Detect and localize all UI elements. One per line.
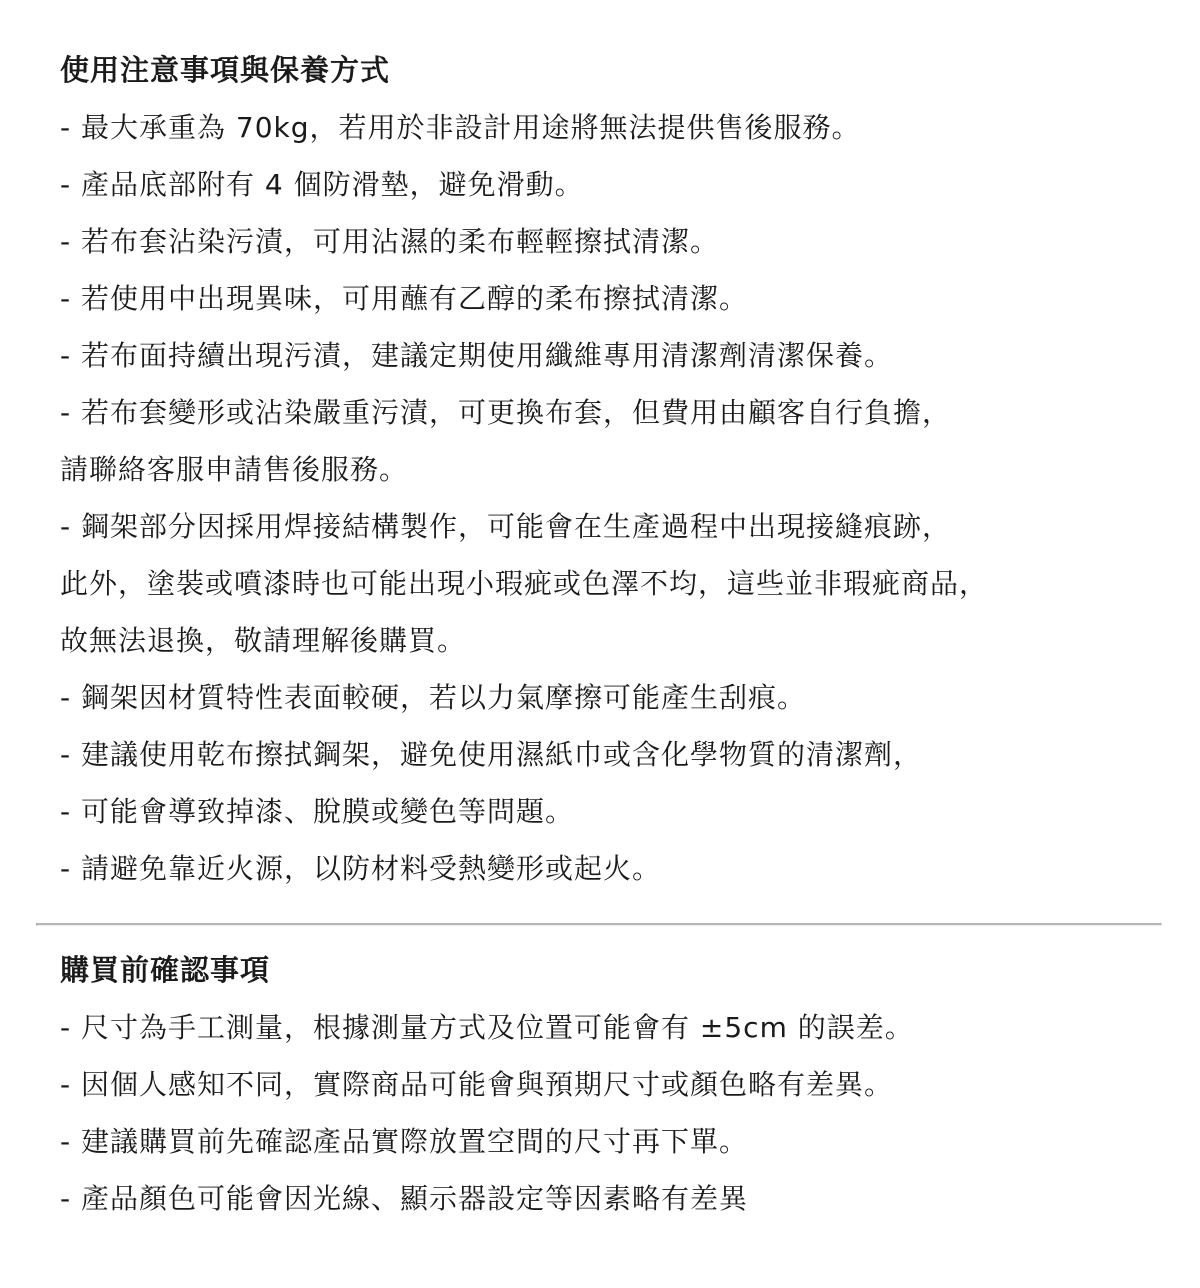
care-note-line: - 建議使用乾布擦拭鋼架，避免使用濕紙巾或含化學物質的清潔劑，: [60, 738, 923, 771]
care-note-line: - 若使用中出現異味，可用蘸有乙醇的柔布擦拭清潔。: [60, 282, 749, 315]
confirm-note-line: - 產品顏色可能會因光線、顯示器設定等因素略有差異: [60, 1182, 749, 1215]
care-note-line: - 最大承重為 70kg，若用於非設計用途將無法提供售後服務。: [60, 111, 861, 144]
confirm-section-title: 購買前確認事項: [60, 953, 271, 987]
care-note-line: - 可能會導致掉漆、脫膜或變色等問題。: [60, 795, 575, 828]
section-divider: [36, 923, 1162, 926]
care-note-line: - 請避免靠近火源，以防材料受熱變形或起火。: [60, 852, 662, 885]
confirm-note-line: - 建議購買前先確認產品實際放置空間的尺寸再下單。: [60, 1125, 749, 1158]
confirm-section: [60, 942, 1160, 1227]
care-note-line: 此外，塗裝或噴漆時也可能出現小瑕疵或色澤不均，這些並非瑕疵商品，: [60, 567, 989, 600]
care-note-line: - 若布套變形或沾染嚴重污漬，可更換布套，但費用由顧客自行負擔，: [60, 396, 952, 429]
care-note-line: - 產品底部附有 4 個防滑墊，避免滑動。: [60, 168, 584, 201]
care-section-title: 使用注意事項與保養方式: [60, 53, 391, 87]
care-note-line: - 鋼架部分因採用焊接結構製作，可能會在生產過程中出現接縫痕跡，: [60, 510, 952, 543]
care-note-line: - 若布面持續出現污漬，建議定期使用纖維專用清潔劑清潔保養。: [60, 339, 894, 372]
confirm-notes-list: [60, 999, 1160, 1227]
care-note-line: 請聯絡客服申請售後服務。: [60, 453, 409, 486]
care-section: [60, 42, 1160, 897]
confirm-note-line: - 因個人感知不同，實際商品可能會與預期尺寸或顏色略有差異。: [60, 1068, 894, 1101]
care-note-line: - 若布套沾染污漬，可用沾濕的柔布輕輕擦拭清潔。: [60, 225, 720, 258]
confirm-note-line: - 尺寸為手工測量，根據測量方式及位置可能會有 ±5cm 的誤差。: [60, 1011, 914, 1044]
care-notes-list: [60, 99, 1160, 897]
care-note-line: - 鋼架因材質特性表面較硬，若以力氣摩擦可能產生刮痕。: [60, 681, 807, 714]
care-note-line: 故無法退換，敬請理解後購買。: [60, 624, 467, 657]
